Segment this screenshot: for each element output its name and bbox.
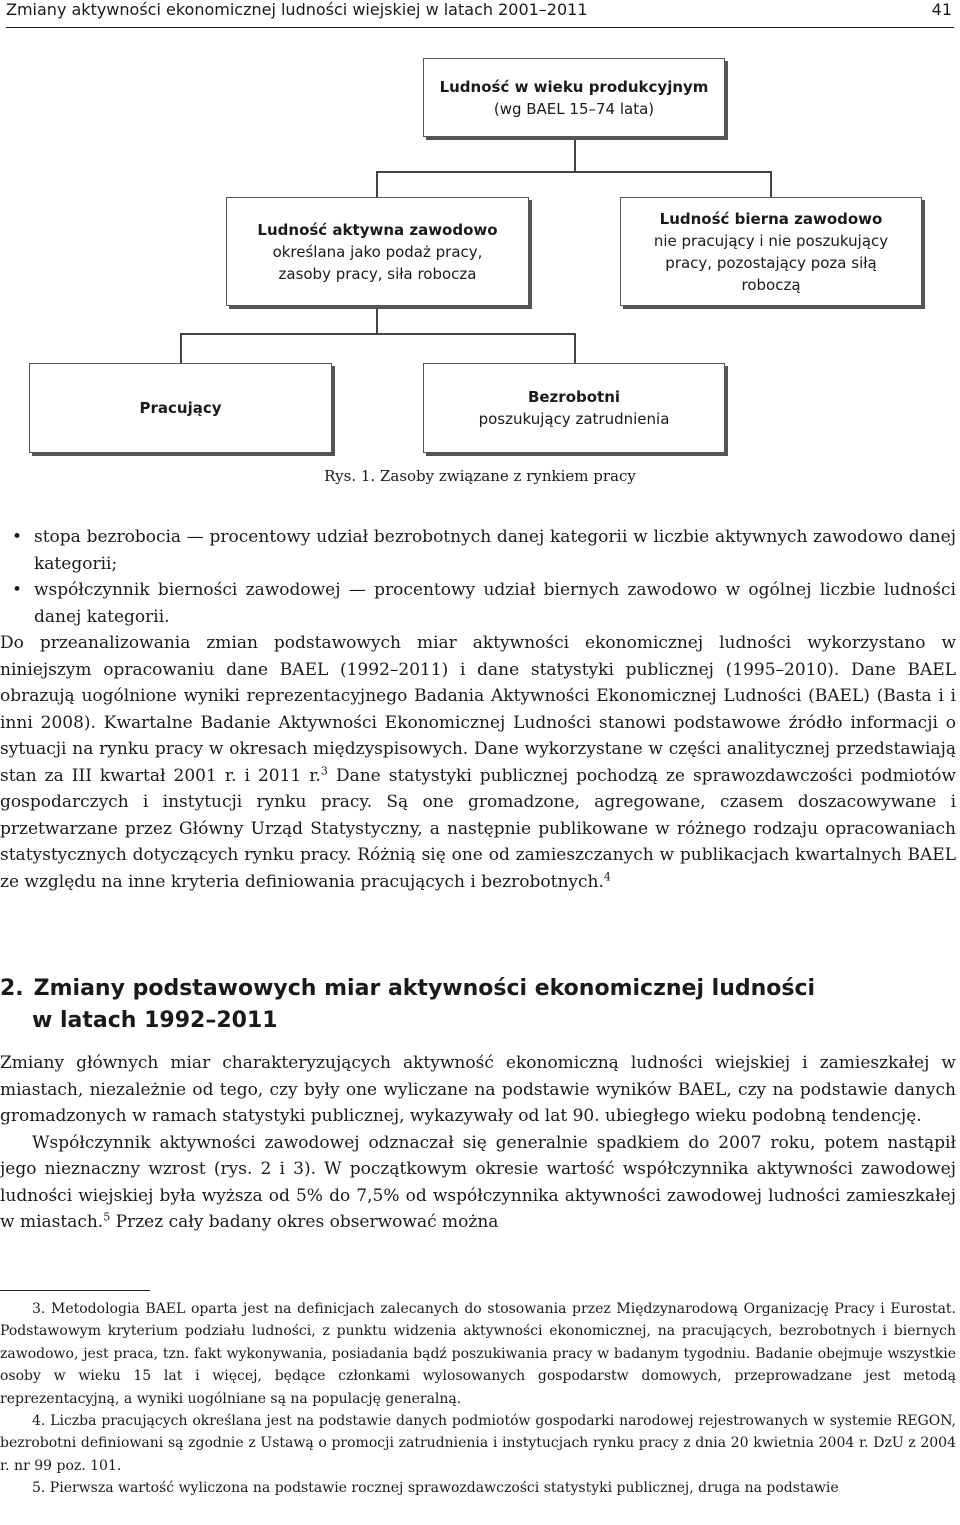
footnotes [0, 1298, 956, 1500]
box-economically-inactive [620, 197, 922, 306]
box-title: Ludność aktywna zawodowo [257, 220, 498, 239]
box-title: Ludność w wieku produkcyjnym [439, 77, 709, 96]
box-economically-active [226, 197, 529, 306]
running-head-title: Zmiany aktywności ekonomicznej ludności wiejskiej w latach 2001–2011 [6, 0, 588, 19]
running-head [6, 0, 952, 24]
section-number: 2. [0, 976, 24, 1001]
box-line: roboczą [741, 275, 801, 294]
box-title: Pracujący [139, 399, 222, 417]
box-line: określana jako podaż pracy, [272, 242, 483, 261]
list-item: • stopa bezrobocia — procentowy udział bezrobotnych danej kategorii w liczbie aktywnych zawodowo danej kategorii; [0, 524, 956, 577]
box-working-age-population [423, 58, 725, 137]
connector-mid-bar [180, 333, 576, 335]
section-title-line2: w latach 1992–2011 [32, 1008, 278, 1033]
footnote-ref: 5 [103, 1210, 111, 1224]
paragraph-activity-rate [0, 1130, 956, 1236]
connector-active-drop [376, 171, 378, 197]
paragraph-data-sources [0, 630, 956, 895]
paragraph-text: Do przeanalizowania zmian podstawowych miar aktywności ekonomicznej ludności wykorzystano w niniejszym opracowaniu dane BAEL (1992–2011) i dane statystyki publicznej (1995–2010). Dane BAEL obrazują uogólnione wyniki reprezentacyjnego Badania Aktywności Ekonomicznej Ludności (BAEL) (Basta i i inni 2008). Kwartalne Badanie Aktywności Ekonomicznej Ludności stanowi podstawowe źródło informacji o sytuacji na rynku pracy w okresach międzyspisowych. Dane wykorzystane w części analitycznej przedstawiają stan za III kwartał 2001 r. i 2011 r. [0, 633, 956, 786]
footnote: 5. Pierwsza wartość wyliczona na podstawie rocznej sprawozdawczości statystyki publicznej, druga na podstawie [32, 1480, 839, 1497]
box-unemployed [423, 363, 725, 453]
box-subtitle: (wg BAEL 15–74 lata) [493, 99, 655, 118]
paragraph-text: Współczynnik aktywności zawodowej odznaczał się generalnie spadkiem do 2007 roku, potem nastąpił jego nieznaczny wzrost (rys. 2 i 3). W początkowym okresie wartość współczynnika aktywności zawodowej ludności wiejskiej była wyższa od 5% do 7,5% od współczynnika aktywności zawodowej ludności zamieszkałej w miastach. [0, 1132, 956, 1232]
definition-list [0, 524, 956, 630]
box-title: Ludność bierna zawodowo [659, 209, 883, 228]
paragraph-trends: Zmiany głównych miar charakteryzujących aktywność ekonomiczną ludności wiejskiej i zamieszkałej w miastach, niezależnie od tego, czy były one wyliczane na podstawie wyników BAEL, czy na podstawie danych gromadzonych w ramach statystyki publicznej, wykazywały od lat 90. ubiegłego wieku podobną tendencję. [0, 1053, 956, 1126]
footnote: 4. Liczba pracujących określana jest na podstawie danych podmiotów gospodarki narodowej rejestrowanych w systemie REGON, bezrobotni definiowani są zgodnie z Ustawą o promocji zatrudnienia i instytucjach rynku pracy z dnia 20 kwietnia 2004 r. DzU z 2004 r. nr 99 poz. 101. [0, 1413, 956, 1474]
figure-caption: Rys. 1. Zasoby związane z rynkiem pracy [324, 467, 636, 485]
connector-unemployed-drop [574, 333, 576, 363]
section-heading [0, 973, 900, 1037]
footnote-ref: 3 [320, 763, 328, 777]
page-number: 41 [931, 0, 952, 19]
connector-top-bar [376, 171, 772, 173]
connector-employed-drop [180, 333, 182, 363]
connector-top-stem [574, 137, 576, 172]
paragraph-text: Dane statystyki publicznej pochodzą ze sprawozdawczości podmiotów gospodarczych i instytucji rynku pracy. Są one gromadzone, agregowane, czasem doszacowywane i przetwarzane przez Główny Urząd Statystyczny, a następnie publikowane w różnego rodzaju opracowaniach statystycznych dotyczących rynku pracy. Różnią się one od zamieszczanych w publikacjach kwartalnych BAEL ze względu na inne kryteria definiowania pracujących i bezrobotnych. [0, 765, 956, 892]
paragraph-text: Przez cały badany okres obserwować można [110, 1212, 499, 1232]
box-title: Bezrobotni [527, 388, 621, 406]
footnote-rule [0, 1290, 150, 1291]
section-title-line1: Zmiany podstawowych miar aktywności ekonomicznej ludności [33, 976, 816, 1001]
footnote-ref: 4 [603, 869, 611, 883]
box-subtitle: poszukujący zatrudnienia [478, 410, 670, 428]
box-line: zasoby pracy, siła robocza [278, 264, 477, 283]
header-rule [6, 27, 954, 28]
connector-inactive-drop [770, 171, 772, 197]
box-line: pracy, pozostający poza siłą [665, 253, 877, 272]
footnote: 3. Metodologia BAEL oparta jest na definicjach zalecanych do stosowania przez Międzynarodową Organizację Pracy i Eurostat. Podstawowym kryterium podziału ludności, z punktu widzenia aktywności ekonomicznej, na pracujących, bezrobotnych i biernych zawodowo, jest praca, tzn. fakt wykonywania, posiadania bądź poszukiwania pracy w badanym tygodniu. Badanie obejmuje wszystkie osoby w wieku 15 lat i więcej, będące członkami wylosowanych gospodarstw domowych, przeprowadzane jest metodą reprezentacyjną, a wyniki uogólniane są na populację generalną. [0, 1301, 956, 1407]
section-body [0, 1050, 956, 1236]
box-employed [29, 363, 332, 453]
connector-active-stem [376, 306, 378, 334]
box-line: nie pracujący i nie poszukujący [653, 231, 889, 250]
list-item: • współczynnik bierności zawodowej — procentowy udział biernych zawodowo w ogólnej liczbie ludności danej kategorii. [0, 577, 956, 630]
